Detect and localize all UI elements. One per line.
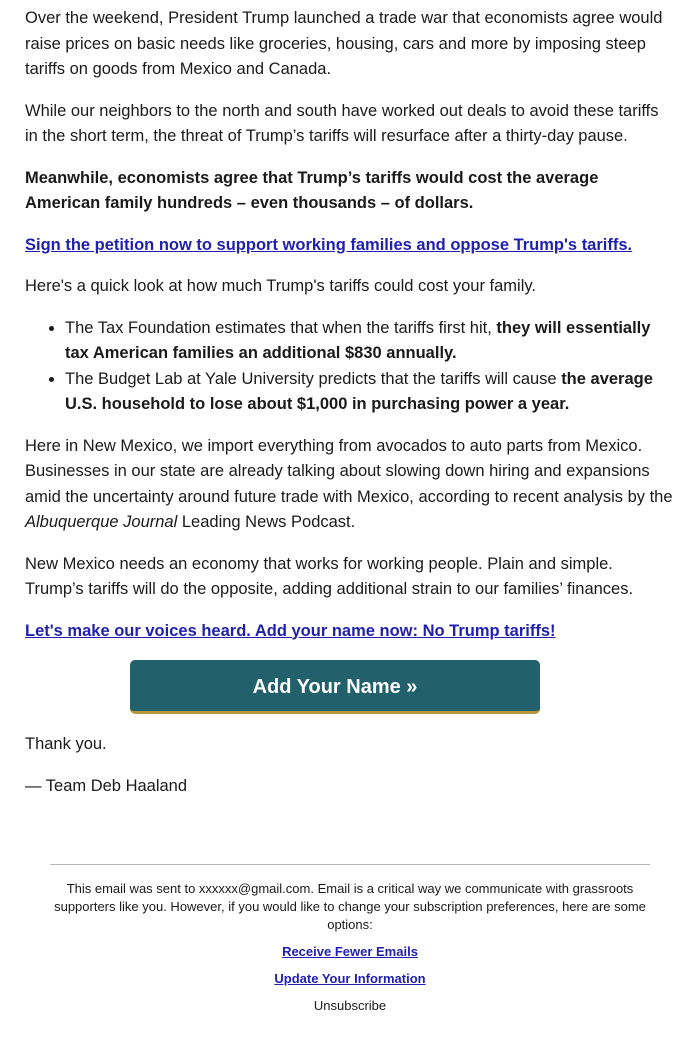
thank-you-text: Thank you. [25,735,107,753]
email-body [25,6,675,815]
voices-link-paragraph [25,619,675,645]
fact-bold-text: the average U.S. household to lose about $1,000 in purchasing power a year. [65,369,653,413]
list-item [65,316,675,367]
cost-paragraph: Meanwhile, economists agree that Trump’s tariffs would cost the average American family hundreds – even thousands – of dollars. [25,168,599,212]
list-item [65,367,675,418]
cta-container [25,660,675,714]
update-information-link[interactable]: Update Your Information [274,971,426,986]
sign-petition-link[interactable]: Sign the petition now to support working families and oppose Trump's tariffs. [25,235,633,254]
add-name-link[interactable]: Let's make our voices heard. Add your name now: No Trump tariffs! [25,621,556,640]
nm-text-start: Here in New Mexico, we import everything from avocados to auto parts from Mexico. Businesses in our state are already talking about slowing down hiring and expansions amid the uncertainty around future trade with Mexico, according to recent analysis by the [25,436,673,506]
economy-paragraph: New Mexico needs an economy that works for working people. Plain and simple. Trump’s tariffs will do the opposite, adding additional strain to our families’ finances. [25,554,634,598]
petition-link-paragraph [25,233,675,259]
cost-facts-list [25,316,675,418]
add-your-name-button[interactable]: Add Your Name » [130,660,540,714]
receive-fewer-emails-link[interactable]: Receive Fewer Emails [282,944,418,959]
signature: — Team Deb Haaland [25,776,188,795]
fact-bold-text: they will essentially tax American families an additional $830 annually. [65,318,651,362]
fact-text: The Budget Lab at Yale University predicts that the tariffs will cause [65,369,562,388]
unsubscribe-link[interactable]: Unsubscribe [313,998,387,1013]
deals-paragraph: While our neighbors to the north and south have worked out deals to avoid these tariffs in the short term, the threat of Trump’s tariffs will resurface after a thirty-day pause. [25,101,659,145]
intro-paragraph: Over the weekend, President Trump launched a trade war that economists agree would raise prices on basic needs like groceries, housing, cars and more by imposing steep tariffs on goods from Mexico and Canada. [25,9,663,78]
nm-text-end: Leading News Podcast. [177,513,356,531]
email-footer [50,880,650,1015]
quick-look-paragraph: Here's a quick look at how much Trump's tariffs could cost your family. [25,277,536,295]
journal-name: Albuquerque Journal [25,513,178,531]
footer-notice: This email was sent to xxxxxx@gmail.com. Email is a critical way we communicate with grassroots supporters like you. However, if you would like to change your subscription preferences, here are some options: [54,881,646,932]
fact-text: The Tax Foundation estimates that when the tariffs first hit, [65,318,497,337]
new-mexico-paragraph [25,434,675,536]
footer-divider [50,864,650,865]
